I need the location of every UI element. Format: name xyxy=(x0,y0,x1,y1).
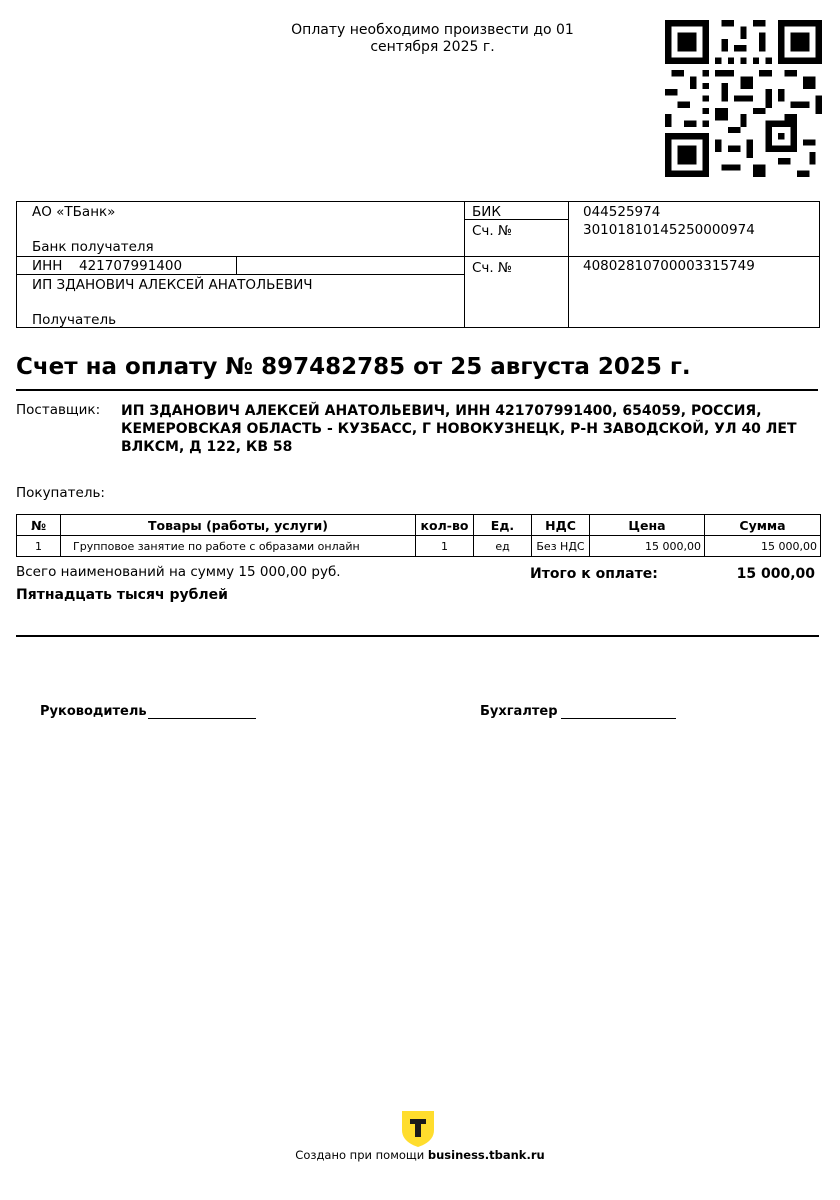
column-header-unit: Ед. xyxy=(474,515,532,536)
payment-qr-code xyxy=(665,20,822,177)
inn-label: ИНН xyxy=(32,258,63,274)
item-vat: Без НДС xyxy=(532,536,590,557)
items-table xyxy=(16,514,821,557)
tbank-logo-icon xyxy=(400,1110,436,1148)
to-pay-label: Итого к оплате: xyxy=(530,566,658,582)
recipient-name: ИП ЗДАНОВИЧ АЛЕКСЕЙ АНАТОЛЬЕВИЧ xyxy=(32,277,313,293)
bank-requisites-box xyxy=(16,201,820,328)
accountant-signature-label: Бухгалтер xyxy=(480,704,558,719)
supplier-details: ИП ЗДАНОВИЧ АЛЕКСЕЙ АНАТОЛЬЕВИЧ, ИНН 421707991400, 654059, РОССИЯ, КЕМЕРОВСКАЯ ОБЛАСТЬ - КУЗБАСС, Г НОВОКУЗНЕЦК, Р-Н ЗАВОДСКОЙ, УЛ 40 ЛЕТ ВЛКСМ, Д 122, КВ 58 xyxy=(121,403,797,455)
invoice-title: Счет на оплату № 897482785 от 25 августа 2025 г. xyxy=(16,354,691,380)
account-label: Сч. № xyxy=(472,260,513,276)
footer-site-link[interactable]: business.tbank.ru xyxy=(427,1148,545,1162)
corr-account-label: Сч. № xyxy=(472,223,513,239)
account-value: 40802810700003315749 xyxy=(583,258,755,274)
to-pay-value: 15 000,00 xyxy=(736,566,815,582)
item-unit: ед xyxy=(474,536,532,557)
item-description: Групповое занятие по работе с образами онлайн xyxy=(61,536,416,557)
column-header-price: Цена xyxy=(590,515,705,536)
director-signature-line xyxy=(148,718,256,719)
column-header-sum: Сумма xyxy=(705,515,821,536)
director-signature-label: Руководитель xyxy=(40,704,147,719)
bottom-divider xyxy=(16,635,819,637)
bik-value: 044525974 xyxy=(583,204,661,220)
item-price: 15 000,00 xyxy=(590,536,705,557)
column-header-vat: НДС xyxy=(532,515,590,536)
supplier-label: Поставщик: xyxy=(16,402,101,418)
item-quantity: 1 xyxy=(416,536,474,557)
title-divider xyxy=(16,389,818,391)
recipient-label: Получатель xyxy=(32,312,117,328)
payment-deadline-note: Оплату необходимо произвести до 01 сентября 2025 г. xyxy=(291,22,574,55)
bank-name: АО «ТБанк» xyxy=(32,204,116,220)
accountant-signature-line xyxy=(561,718,676,719)
buyer-label: Покупатель: xyxy=(16,485,105,501)
amount-in-words: Пятнадцать тысяч рублей xyxy=(16,587,228,603)
item-sum: 15 000,00 xyxy=(705,536,821,557)
column-header-quantity: кол-во xyxy=(416,515,474,536)
items-table-header xyxy=(17,515,821,536)
table-row xyxy=(17,536,821,557)
corr-account-value: 30101810145250000974 xyxy=(583,222,755,238)
footer-prefix: Создано при помощи xyxy=(295,1148,425,1162)
item-number: 1 xyxy=(17,536,61,557)
column-header-goods: Товары (работы, услуги) xyxy=(61,515,416,536)
footer-created-with xyxy=(220,1148,620,1162)
column-header-number: № xyxy=(17,515,61,536)
inn-value: 421707991400 xyxy=(79,258,183,274)
items-total-summary: Всего наименований на сумму 15 000,00 руб. xyxy=(16,564,341,580)
bik-label: БИК xyxy=(472,204,501,220)
recipient-bank-label: Банк получателя xyxy=(32,239,154,255)
